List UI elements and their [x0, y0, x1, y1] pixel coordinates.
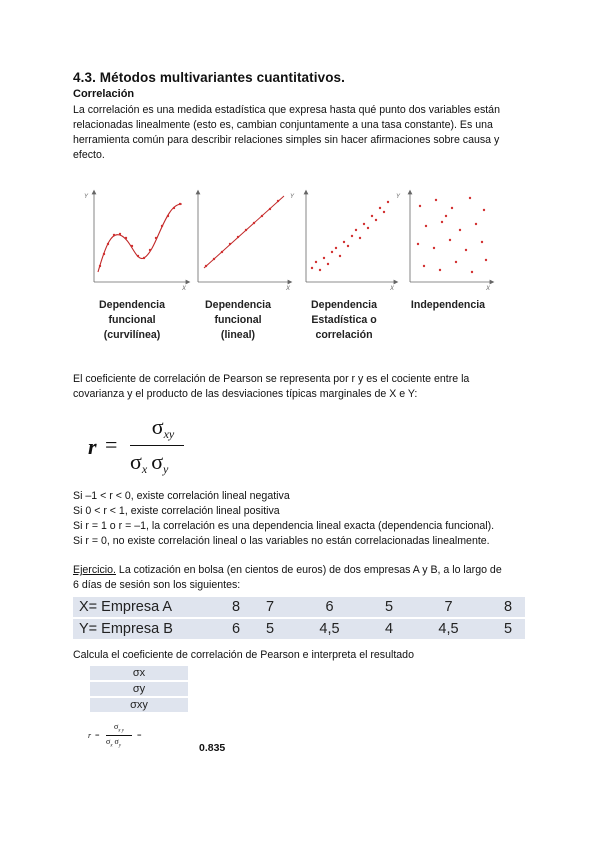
caption-line: correlación — [315, 329, 373, 341]
sigma-symbol: σ — [151, 414, 164, 439]
table-cell: 7 — [253, 597, 287, 618]
axis-y-label: Y — [290, 194, 295, 200]
axis-x-label: X — [390, 286, 395, 292]
table-row — [90, 666, 188, 681]
panel-linear — [198, 192, 295, 292]
table-cell: 8 — [491, 597, 525, 618]
panel-curvilinear — [84, 192, 188, 292]
condition-line: Si 0 < r < 1, existe correlación lineal positiva — [73, 505, 280, 517]
axis-x-label: X — [286, 286, 291, 292]
caption-independence — [398, 298, 498, 313]
correlation-figure — [80, 186, 500, 346]
formula-numerator — [140, 414, 186, 442]
intro-line: efecto. — [73, 149, 105, 161]
formula-r: r — [88, 434, 97, 459]
subscript: x — [141, 462, 148, 477]
task-instruction: Calcula el coeficiente de correlación de Pearson e interpreta el resultado — [73, 649, 414, 661]
caption-line: funcional — [214, 314, 262, 326]
table-cell: 4,5 — [406, 618, 491, 639]
subscript: x — [110, 743, 113, 749]
table-cell: 8 — [219, 597, 253, 618]
table-cell: σy — [90, 681, 188, 697]
formula-equals: = — [95, 731, 100, 740]
exercise-paragraph — [73, 563, 533, 593]
table-cell: 4 — [372, 618, 406, 639]
subscript: xy — [163, 427, 175, 442]
sigma-symbol: σ — [151, 449, 164, 474]
caption-statistical — [294, 298, 394, 343]
caption-line: Dependencia — [311, 299, 377, 311]
exercise-line: 6 días de sesión son los siguientes: — [73, 579, 241, 591]
condition-line: Si r = 1 o r = –1, la correlación es una dependencia lineal exacta (dependencia funcional). — [73, 520, 495, 532]
caption-line: Dependencia — [205, 299, 271, 311]
caption-curvilinear — [82, 298, 182, 343]
correlation-panels — [80, 186, 500, 296]
table-row — [90, 681, 188, 697]
caption-line: (curvilínea) — [103, 329, 161, 341]
table-row — [73, 618, 525, 639]
subscript: x y — [118, 728, 124, 734]
pearson-paragraph — [73, 372, 533, 402]
section-heading: 4.3. Métodos multivariantes cuantitativos. — [73, 70, 346, 85]
formula-numerator — [106, 722, 132, 734]
exercise-text: La cotización en bolsa (en cientos de euros) de dos empresas A y B, a lo largo de — [115, 564, 502, 576]
table-cell: 5 — [491, 618, 525, 639]
table-cell: σx — [90, 666, 188, 681]
table-cell: 6 — [219, 618, 253, 639]
sigma-symbol: σ — [113, 722, 119, 731]
fraction-bar — [130, 445, 184, 446]
pearson-line: El coeficiente de correlación de Pearson se representa por r y es el cociente entre la — [73, 373, 470, 385]
intro-paragraph — [73, 103, 533, 163]
intro-line: relacionadas linealmente (esto es, cambian conjuntamente a una tasa constante). Es una — [73, 119, 493, 131]
sigma-symbol: σ — [106, 737, 111, 746]
pearson-formula — [88, 414, 228, 480]
exercise-label: Ejercicio. — [73, 564, 116, 576]
caption-line: Estadística o — [311, 314, 377, 326]
sigma-table — [90, 666, 188, 712]
formula-r: r — [88, 731, 92, 740]
sigma-symbol: σ — [130, 449, 142, 474]
pearson-line: covarianza y el producto de las desviaciones típicas marginales de X e Y: — [73, 388, 418, 400]
fraction-bar — [106, 735, 132, 736]
table-cell: 5 — [372, 597, 406, 618]
axis-x-label: X — [486, 286, 491, 292]
formula-trailing-equals: = — [137, 731, 142, 740]
table-cell: 4,5 — [287, 618, 372, 639]
correlation-result: 0.835 — [199, 742, 226, 754]
axis-x-label: X — [182, 286, 187, 292]
table-cell: σxy — [90, 697, 188, 712]
conditions-list — [73, 489, 543, 549]
subscript: y — [118, 743, 122, 749]
table-cell: 5 — [253, 618, 287, 639]
sigma-symbol: σ — [112, 737, 119, 746]
row-label: X= Empresa A — [73, 597, 219, 618]
panel-independence — [410, 192, 492, 292]
condition-line: Si –1 < r < 0, existe correlación lineal negativa — [73, 490, 290, 502]
caption-line: Dependencia — [99, 299, 165, 311]
table-row — [90, 697, 188, 712]
axis-y-label: Y — [396, 194, 401, 200]
formula-equals: = — [105, 432, 118, 457]
subsection-heading: Correlación — [73, 88, 135, 100]
condition-line: Si r = 0, no existe correlación lineal o las variables no están correlacionadas linealmente. — [73, 535, 490, 547]
table-row — [73, 597, 525, 618]
intro-line: La correlación es una medida estadística que expresa hasta qué punto dos variables están — [73, 104, 500, 116]
caption-line: (lineal) — [220, 329, 256, 341]
formula-denominator — [130, 449, 190, 477]
caption-linear — [188, 298, 288, 343]
subscript: y — [163, 462, 169, 477]
caption-line: Independencia — [410, 299, 486, 311]
exercise-line — [73, 563, 533, 578]
stock-data-table — [73, 597, 525, 639]
table-cell: 7 — [406, 597, 491, 618]
table-cell: 6 — [287, 597, 372, 618]
axis-y-label: Y — [84, 194, 89, 200]
intro-line: herramienta común para describir relaciones simples sin hacer afirmaciones sobre causa y — [73, 134, 500, 146]
formula-denominator — [106, 737, 136, 749]
row-label: Y= Empresa B — [73, 618, 219, 639]
panel-statistical — [306, 192, 401, 292]
caption-line: funcional — [108, 314, 156, 326]
small-pearson-formula — [88, 722, 148, 754]
